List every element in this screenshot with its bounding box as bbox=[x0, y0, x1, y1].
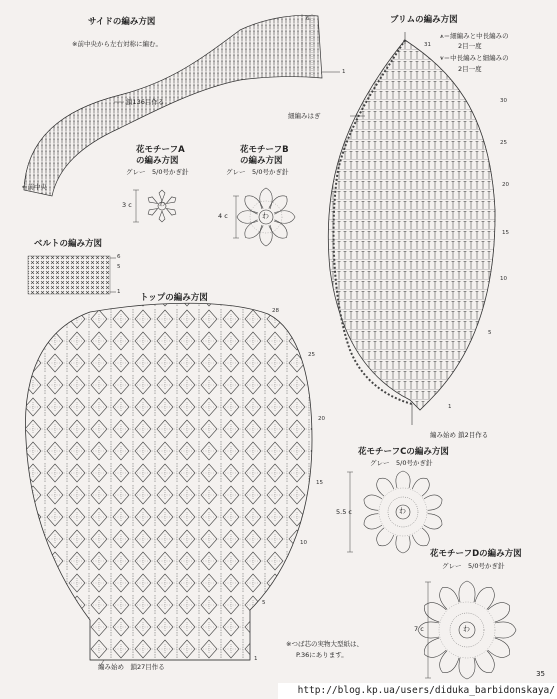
side-note: ※前中央から左右対称に編む。 bbox=[72, 40, 162, 48]
brim-legend-2b: 2目一度 bbox=[458, 65, 482, 73]
top-row-number: 20 bbox=[318, 416, 325, 422]
top-diagram bbox=[25, 303, 312, 666]
brim-slip-label: 細編みはぎ bbox=[288, 112, 321, 120]
motif-c-yarn: グレー 5/0号かぎ針 bbox=[370, 459, 433, 467]
top-row-number: 10 bbox=[300, 540, 307, 546]
brim-row-number: 15 bbox=[502, 230, 509, 236]
top-row-number: 15 bbox=[316, 480, 323, 486]
brim-row-number: 1 bbox=[448, 404, 452, 410]
motif-c-title: 花モチーフCの編み方図 bbox=[358, 447, 449, 457]
motif-a-title: 花モチーフA bbox=[136, 145, 185, 155]
belt-row-number: 1 bbox=[117, 289, 121, 295]
brim-row-number: 10 bbox=[500, 276, 507, 282]
brim-row-number: 25 bbox=[500, 140, 507, 146]
belt-title: ベルトの編み方図 bbox=[34, 239, 103, 249]
brim-legend-2 bbox=[440, 55, 509, 62]
motif-b-yarn: グレー 5/0号かぎ針 bbox=[226, 168, 289, 176]
motif-b-title: 花モチーフB bbox=[240, 145, 289, 155]
belt-diagram bbox=[28, 256, 116, 294]
motif-a-center: わ bbox=[159, 201, 166, 208]
brim-row-number: 31 bbox=[424, 42, 431, 48]
motif-d-center: わ bbox=[463, 625, 470, 633]
motif-d-size: 7 c bbox=[414, 625, 424, 633]
motif-c-size: 5.5 c bbox=[336, 508, 352, 516]
motif-a-size: 3 c bbox=[122, 201, 132, 209]
brim-row-number: 5 bbox=[488, 330, 492, 336]
motif-c-center: わ bbox=[399, 507, 406, 515]
motif-a-title2: の編み方図 bbox=[136, 156, 179, 166]
motif-a-yarn: グレー 5/0号かぎ針 bbox=[126, 168, 189, 176]
belt-row-number: 5 bbox=[117, 264, 121, 270]
top-start-label: 編み始め 鎖27目作る bbox=[98, 663, 165, 671]
top-row-number: 5 bbox=[262, 600, 266, 606]
top-row-number: 25 bbox=[308, 352, 315, 358]
brim-legend-2-text: ＝中長編みと細編みの bbox=[443, 54, 509, 62]
watermark-url: http://blog.kp.ua/users/diduka_barbidonskaya/ bbox=[278, 683, 557, 699]
side-front-center: ←前中央 bbox=[22, 183, 47, 191]
side-row-start: 1 bbox=[342, 69, 346, 75]
decrease-symbol-icon: ⩚ bbox=[440, 32, 444, 40]
brim-diagram bbox=[328, 32, 495, 425]
motif-d-title: 花モチーフDの編み方図 bbox=[430, 549, 522, 559]
belt-row-number: 6 bbox=[117, 254, 121, 260]
brim-row-number: 20 bbox=[502, 182, 509, 188]
brim-row-number: 30 bbox=[500, 98, 507, 104]
top-title: トップの編み方図 bbox=[140, 293, 208, 303]
brim-title: ブリムの編み方図 bbox=[390, 15, 458, 25]
top-row-number: 1 bbox=[254, 656, 258, 662]
motif-d-yarn: グレー 5/0号かぎ針 bbox=[442, 562, 505, 570]
side-chain-label: 鎖136目作る bbox=[126, 98, 165, 106]
side-row-end: 6 bbox=[306, 16, 310, 22]
brim-legend-1b: 2目一度 bbox=[458, 42, 482, 50]
side-title: サイドの編み方図 bbox=[88, 17, 156, 27]
pattern-note-line2: P.36にあります。 bbox=[296, 651, 348, 659]
decrease-symbol-icon: ⩛ bbox=[440, 54, 444, 62]
page-number: 35 bbox=[536, 670, 545, 678]
brim-legend-1-text: ＝細編みと中長編みの bbox=[443, 32, 509, 40]
brim-legend-1 bbox=[440, 33, 509, 40]
motif-b-center: わ bbox=[262, 212, 269, 220]
top-row-number: 28 bbox=[272, 308, 279, 314]
motif-b-size: 4 c bbox=[218, 212, 228, 220]
pattern-note-line1: ※つば芯の実物大型紙は、 bbox=[286, 640, 363, 648]
brim-start-label: 編み始め 鎖2目作る bbox=[430, 431, 489, 439]
motif-b-title2: の編み方図 bbox=[240, 156, 283, 166]
